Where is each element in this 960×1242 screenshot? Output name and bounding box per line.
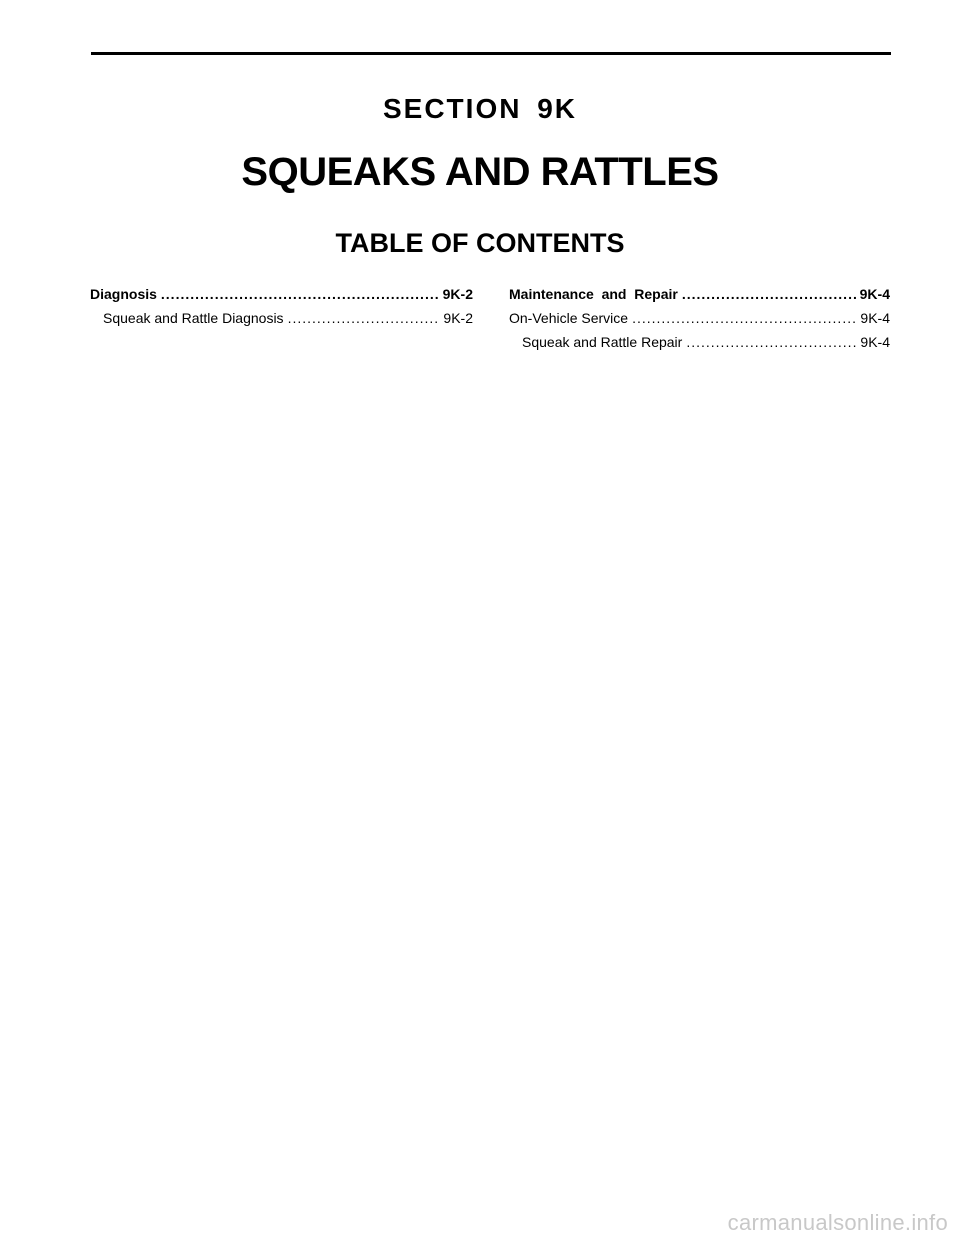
toc-dot-leader (632, 307, 857, 329)
toc-entry-on-vehicle-service[interactable] (509, 307, 890, 331)
top-rule (91, 52, 891, 55)
toc-entry-label: Squeak and Rattle Diagnosis (103, 310, 284, 326)
toc-entry-page: 9K-4 (860, 334, 890, 350)
toc-entry-page: 9K-2 (442, 286, 473, 302)
toc-entry-label: Diagnosis (90, 286, 157, 302)
toc-entry-label: Maintenance and Repair (509, 286, 678, 302)
toc-heading: TABLE OF CONTENTS (335, 228, 625, 258)
watermark: carmanualsonline.info (727, 1210, 948, 1235)
toc-dot-leader (161, 283, 440, 305)
section-title: SECTION 9K (382, 93, 578, 124)
toc-entry-squeak-rattle-diagnosis[interactable] (90, 307, 473, 331)
toc-entry-squeak-rattle-repair[interactable] (509, 331, 890, 355)
toc-dot-leader (682, 283, 857, 305)
toc-entry-page: 9K-4 (859, 286, 890, 302)
page-title: SQUEAKS AND RATTLES (241, 150, 719, 194)
toc-dot-leader (686, 331, 857, 353)
toc-dot-leader (288, 307, 441, 329)
toc-column-right (509, 283, 890, 355)
toc-entry-diagnosis[interactable] (90, 283, 473, 307)
toc-entry-maintenance-repair[interactable] (509, 283, 890, 307)
toc-entry-label: Squeak and Rattle Repair (522, 334, 683, 350)
toc-column-left (90, 283, 473, 331)
toc-entry-label: On-Vehicle Service (509, 310, 629, 326)
toc-entry-page: 9K-2 (443, 310, 473, 326)
toc-entry-page: 9K-4 (860, 310, 890, 326)
